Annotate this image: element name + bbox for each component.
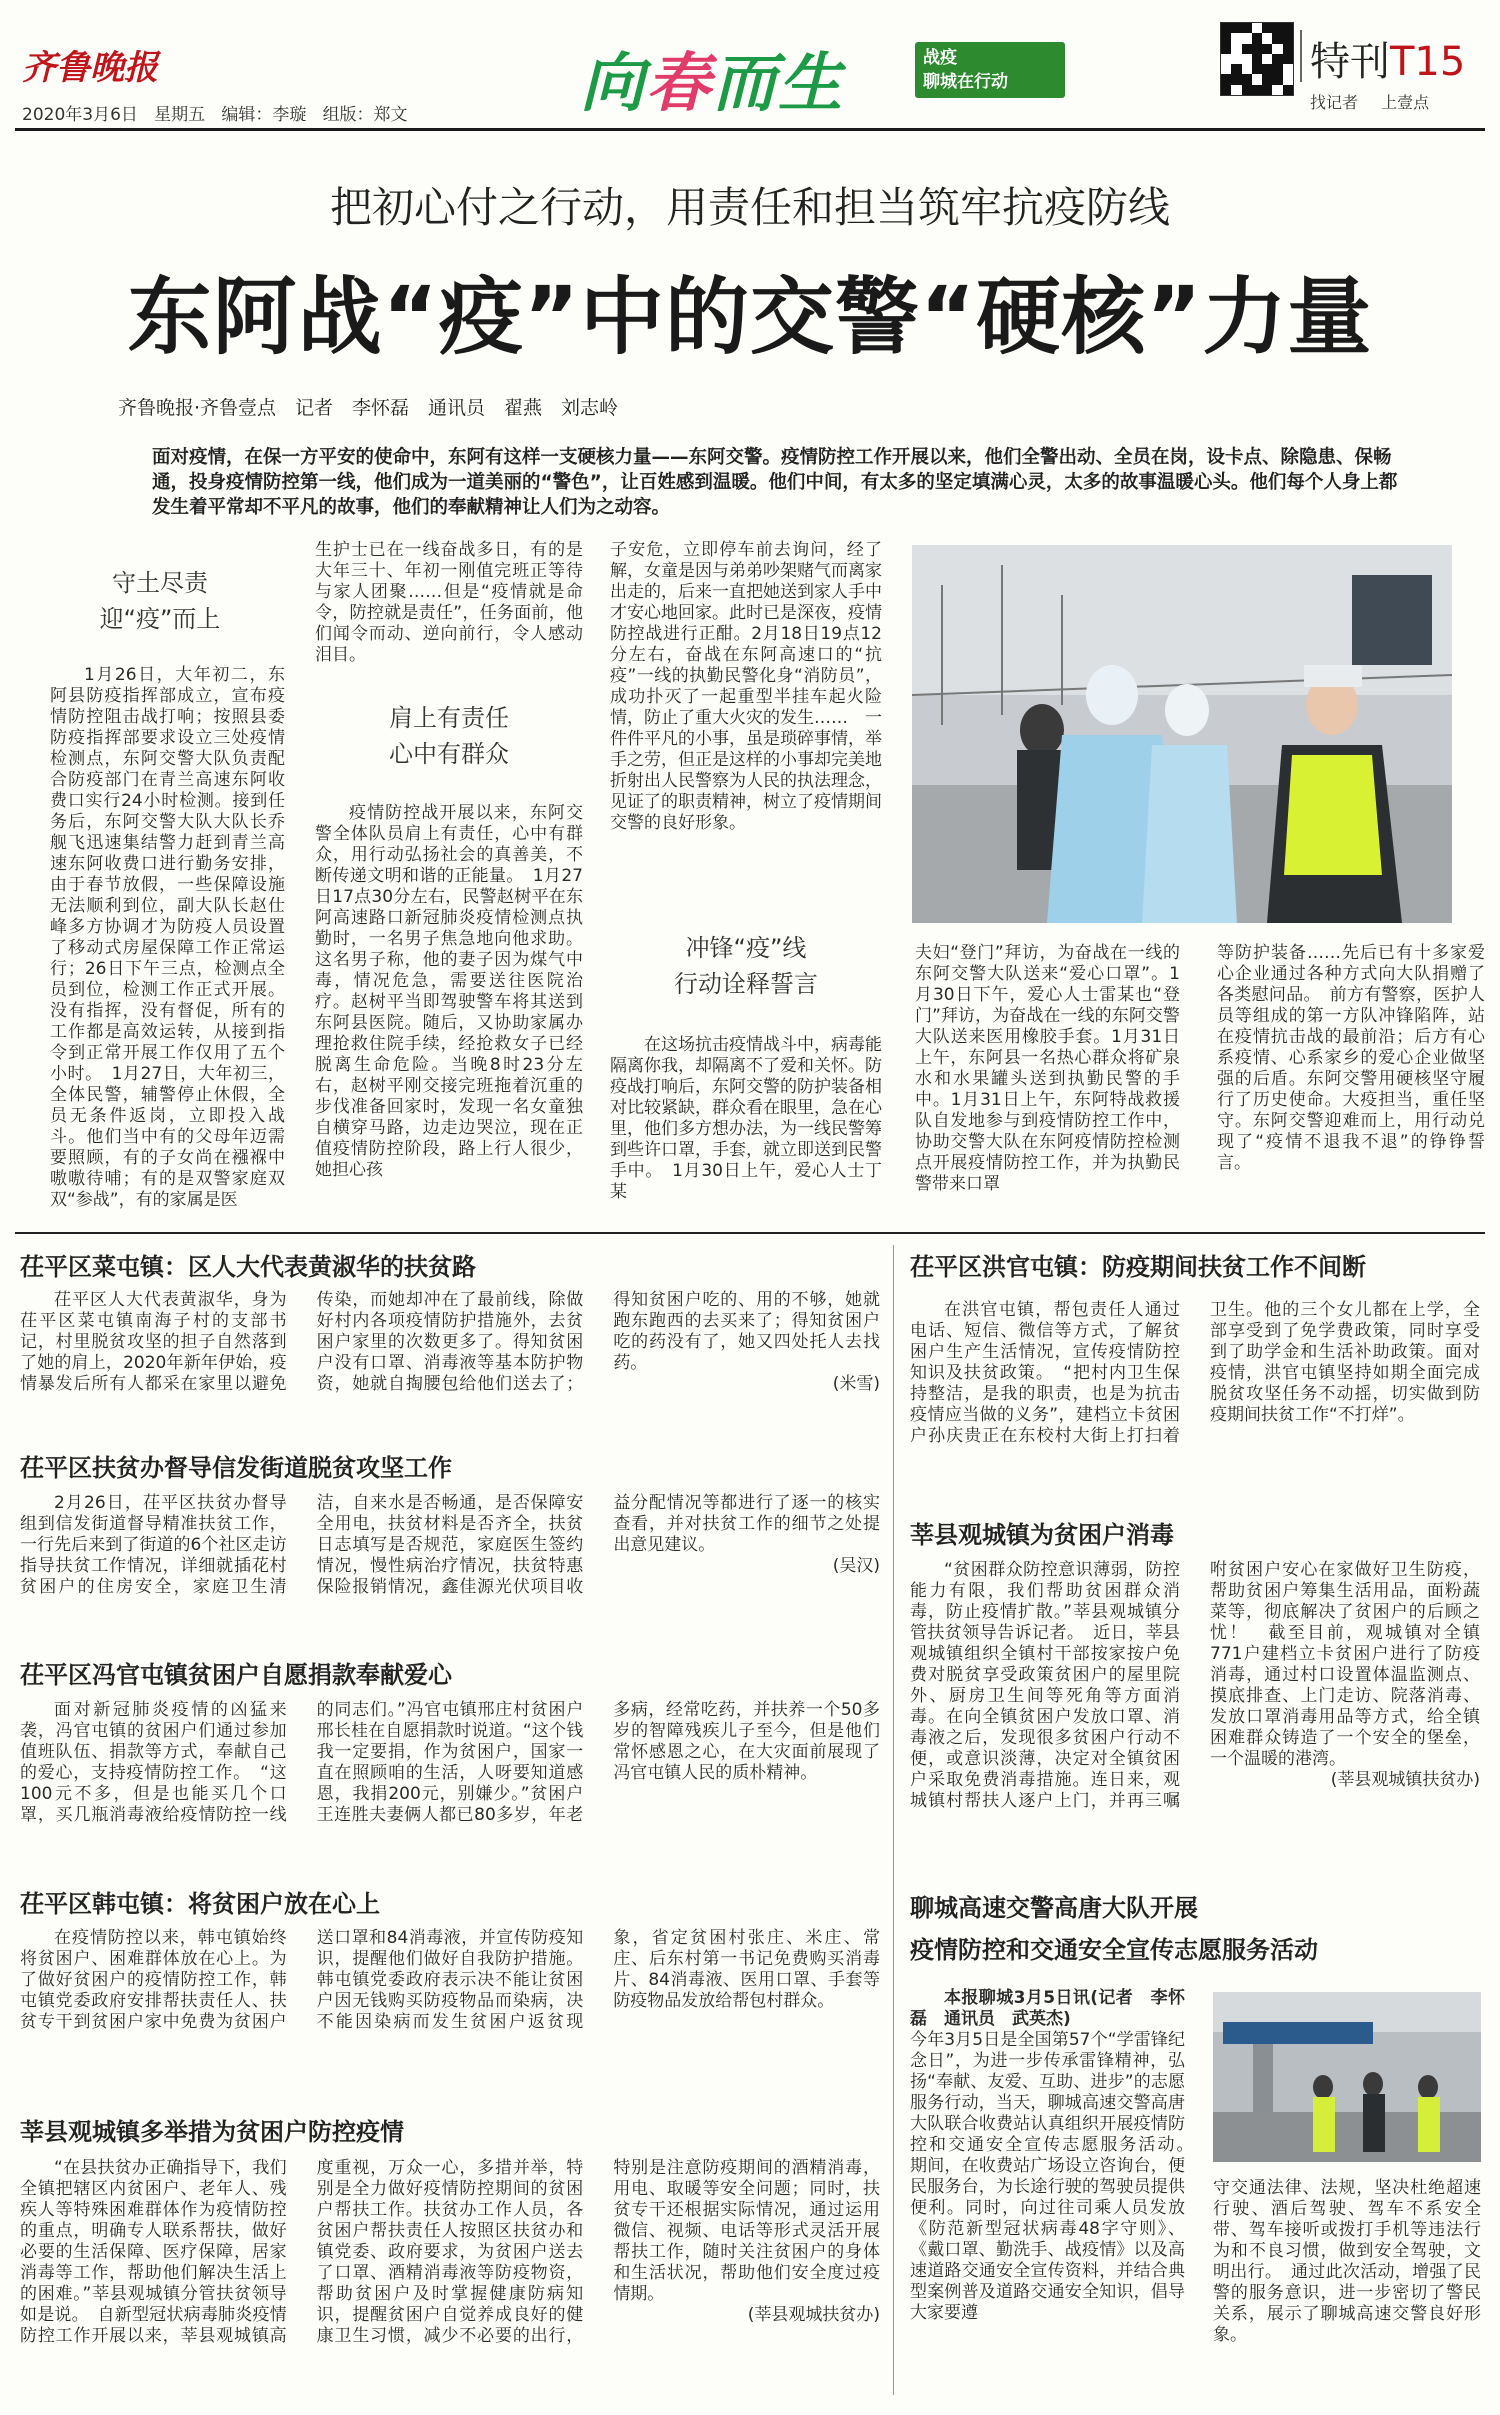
section-banner [580, 26, 1080, 121]
special-text: 特刊 [1310, 39, 1390, 85]
qr-cell [1221, 64, 1231, 74]
qr-cell [1252, 74, 1262, 84]
issue-date: 2020年3月6日 [22, 105, 138, 125]
brief-1-body [20, 1290, 880, 1405]
section-heading-2 [315, 700, 583, 772]
brief-1-text: 茌平区人大代表黄淑华，身为茌平区菜屯镇南海子村的支部书记，村里脱贫攻坚的担子自然落到了她的肩上，2020年新年伊始，疫情暴发后所有人都采在家里以避免传染，而她却冲在了最前线，除做好村内各项疫情防护措施外，去贫困户家里的次数更多了。得知贫困户没有口罩、消毒液等基本防护物资，她就自掏腰包给他们送去了；得知贫困户吃的、用的不够，她就跑东跑西的去买来了；得知贫困户吃的药没有了，她又四处托人去找药。 [20, 1290, 880, 1394]
qr-cell [1262, 44, 1272, 54]
article-title: 东阿战“疫”中的交警“硬核”力量 [127, 268, 1373, 366]
brief-7-title: 莘县观城镇为贫困户消毒 [910, 1521, 1174, 1549]
article-byline: 齐鲁晚报·齐鲁壹点 记者 李怀磊 通讯员 翟燕 刘志岭 [118, 397, 619, 419]
qr-cell [1272, 85, 1282, 95]
banner-subtitle [915, 42, 1065, 98]
top-rule [15, 128, 1485, 131]
qr-cell [1252, 23, 1262, 33]
qr-cell [1242, 33, 1252, 43]
qr-cell [1242, 85, 1252, 95]
column-divider [893, 1245, 894, 2395]
brief-8-body-a [910, 1988, 1202, 2393]
special-label [1310, 30, 1465, 87]
banner-sub-line-1: 战疫 [923, 48, 957, 68]
section-heading-1a: 守土尽责 [112, 569, 208, 597]
story-column-3b [610, 1035, 882, 1207]
section-heading-1b: 迎“疫”而上 [99, 605, 221, 633]
qr-cell [1262, 85, 1272, 95]
masthead-divider [1300, 30, 1302, 82]
qr-cell [1252, 54, 1262, 64]
reporter-line [1310, 90, 1429, 113]
banner-char-1: 向 [580, 46, 646, 121]
qr-cell [1283, 64, 1293, 74]
qr-cell [1283, 44, 1293, 54]
story-col4-text: 夫妇“登门”拜访，为奋战在一线的东阿交警大队送来“爱心口罩”。1月30日下午，爱心人士雷某也“登门”拜访，为奋战在一线的东阿交警大队送来医用橡胶手套。1月31日上午，东阿县一名热心群众将矿泉水和水果罐头送到执勤民警的手中。1月31日上午，东阿特战救援队自发地参与到疫情防控工作中，协助交警大队在东阿疫情防控检测点开展疫情防控工作，并为执勤民警带来口罩 [915, 943, 1180, 1194]
qr-cell [1242, 74, 1252, 84]
qr-cell [1221, 23, 1231, 33]
qr-cell [1272, 23, 1282, 33]
qr-cell [1221, 44, 1231, 54]
brief-8-lead: 本报聊城3月5日讯(记者 李怀磊 通讯员 武英杰) [910, 1988, 1185, 2029]
traffic-police-photo [912, 545, 1452, 923]
qr-cell [1252, 44, 1262, 54]
qr-cell [1231, 74, 1241, 84]
brief-2-signature: (吴汉) [832, 1556, 880, 1576]
story-column-4 [915, 943, 1180, 1208]
brief-3-text: 面对新冠肺炎疫情的凶猛来袭，冯官屯镇的贫困户们通过参加值班队伍、捐款等方式，奉献自己的爱心，支持疫情防控工作。 “这100元不多，但是也能买几个口罩，买几瓶消毒液给疫情防控一线的同志们。”冯官屯镇邢庄村贫困户邢长桂在自愿捐款时说道。“这个钱我一定要捐，作为贫困户，国家一直在照顾咱的生活，人呀要知道感恩，我捐200元，别嫌少。”贫困户王连胜夫妻俩人都已80多岁，年老多病，经常吃药，并扶养一个50多岁的智障残疾儿子至今，但是他们常怀感恩之心，在大灾面前展现了冯官屯镇人民的质朴精神。 [20, 1700, 880, 1825]
brief-1-title: 茌平区菜屯镇：区人大代表黄淑华的扶贫路 [20, 1253, 476, 1281]
brief-6-text: 在洪官屯镇，帮包责任人通过电话、短信、微信等方式，了解贫困户生产生活情况，宣传疫情防控知识及扶贫政策。 “把村内卫生保持整洁，是我的职责，也是为抗击疫情应当做的义务”，建档立卡贫困户孙庆贵正在东校村大街上打扫着卫生。他的三个女儿都在上学，全部享受到了免学费政策，同时享受到了助学金和生活补助政策。面对疫情，洪官屯镇坚持如期全面完成脱贫攻坚任务不动摇，切实做到防疫期间扶贫工作“不打烊”。 [910, 1300, 1480, 1446]
qr-cell [1231, 44, 1241, 54]
issue-editor: 编辑：李璇 [221, 105, 307, 125]
qr-cell [1231, 54, 1241, 64]
brief-5-title: 莘县观城镇多举措为贫困户防控疫情 [20, 2118, 404, 2146]
qr-cell [1221, 54, 1231, 64]
issue-meta [22, 100, 408, 125]
qr-cell [1221, 33, 1231, 43]
banner-title [580, 32, 844, 124]
brief-4-title: 茌平区韩屯镇：将贫困户放在心上 [20, 1890, 380, 1918]
section-heading-2a: 肩上有责任 [389, 704, 509, 732]
qr-cell [1242, 44, 1252, 54]
story-col5-text: 等防护装备……先后已有十多家爱心企业通过各种方式向大队捐赠了各类慰问品。 前方有警察，医护人员等组成的第一方队冲锋陷阵，站在疫情抗击战的最前沿；后方有心系疫情、心系家乡的爱心企业做坚强的后盾。东阿交警用硬核坚守履行了历史使命。大疫担当，重任坚守。东阿交警迎难而上，用行动兑现了“疫情不退我不退”的铮铮誓言。 [1217, 943, 1485, 1173]
page-number: T15 [1390, 39, 1466, 85]
qr-cell [1242, 54, 1252, 64]
brief-5-text: “在县扶贫办正确指导下，我们全镇把辖区内贫困户、老年人、残疾人等特殊困难群体作为疫情防控的重点，明确专人联系帮扶，做好必要的生活保障、医疗保障，居家消毒等工作，帮助他们解决生活上的困难。”莘县观城镇分管扶贫领导如是说。 自新型冠状病毒肺炎疫情防控工作开展以来，莘县观城镇高度重视，万众一心，多措并举，特别是全力做好疫情防控期间的贫困户帮扶工作。扶贫办工作人员，各贫困户帮扶责任人按照区扶贫办和镇党委、政府要求，为贫困户送去了口罩、酒精消毒液等防疫物资，帮助贫困户及时掌握健康防病知识，提醒贫困户自觉养成良好的健康卫生习惯，减少不必要的出行，特别是注意防疫期间的酒精消毒，用电、取暖等安全问题；同时，扶贫专干还根据实际情况，通过运用微信、视频、电话等形式灵活开展帮扶工作，随时关注贫困户的身体和生活状况，帮助他们安全度过疫情期。 [20, 2158, 880, 2346]
story-column-3a [610, 540, 882, 920]
banner-sub-line-2: 聊城在行动 [923, 72, 1008, 92]
brief-3-title: 茌平区冯官屯镇贫困户自愿捐款奉献爱心 [20, 1661, 452, 1689]
brief-5-body [20, 2158, 880, 2398]
story-col3a-text: 子安危，立即停车前去询问，经了解，女童是因与弟弟吵架赌气而离家出走的，后来一直把她送到家人手中才安心地回家。此时已是深夜，疫情防控战进行正酣。2月18日19点12分左右，奋战在东阿高速口的“抗疫”一线的执勤民警化身“消防员”，成功扑灭了一起重型半挂车起火险情，防止了重大火灾的发生…… 一件件平凡的小事，虽是琐碎事情，举手之劳，但正是这样的小事却完美地折射出人民警察为人民的执法理念，见证了的职责精神，树立了疫情期间交警的良好形象。 [610, 540, 882, 833]
story-col1-text: 1月26日，大年初二，东阿县防疫指挥部成立，宣布疫情防控阻击战打响；按照县委防疫指挥部要求设立三处疫情检测点，东阿交警大队负责配合防疫部门在青兰高速东阿收费口实行24小时检测。接到任务后，东阿交警大队大队长乔舰飞迅速集结警力赶到青兰高速东阿收费口进行勤务安排，由于春节放假，一些保障设施无法顺利到位，副大队长赵仕峰多方协调才为防疫人员设置了移动式房屋保障工作正常运行；26日下午三点，检测点全员到位，检测工作正式开展。没有指挥，没有督促，所有的工作都是高效运转，从接到指令到正常开展工作仅用了五个小时。 1月27日，大年初三，全体民警，辅警停止休假，全员无条件返岗，立即投入战斗。他们当中有的父母年迈需要照顾，有的子女尚在襁褓中嗷嗷待哺；有的是双警家庭双双“参战”，有的家属是医 [50, 665, 285, 1210]
qr-cell [1262, 64, 1272, 74]
brief-4-text: 在疫情防控以来，韩屯镇始终将贫困户、困难群体放在心上。为了做好贫困户的疫情防控工作，韩屯镇党委政府安排帮扶责任人、扶贫专干到贫困户家中免费为贫困户送口罩和84消毒液，并宣传防疫知识，提醒他们做好自我防护措施。韩屯镇党委政府表示决不能让贫困户因无钱购买防疫物品而染病，决不能因染病而发生贫困户返贫现象，省定贫困村张庄、米庄、常庄、后东村第一书记免费购买消毒片、84消毒液、医用口罩、手套等防疫物品发放给帮包村群众。 [20, 1928, 880, 2032]
brief-8-body-b [1213, 2178, 1481, 2393]
brief-8-title-2: 疫情防控和交通安全宣传志愿服务活动 [910, 1936, 1318, 1964]
qr-cell [1242, 64, 1252, 74]
qr-cell [1283, 33, 1293, 43]
qr-cell [1242, 23, 1252, 33]
qr-cell [1272, 44, 1282, 54]
story-column-2a [315, 540, 583, 685]
section-heading-3b: 行动诠释誓言 [674, 970, 818, 998]
qr-cell [1231, 23, 1241, 33]
qr-cell [1262, 54, 1272, 64]
brief-5-signature: (莘县观城扶贫办) [747, 2305, 880, 2325]
qr-cell [1231, 64, 1241, 74]
section-heading-3a: 冲锋“疫”线 [685, 934, 807, 962]
section-heading-3 [610, 930, 882, 1002]
app-tag: 上壹点 [1381, 93, 1430, 112]
toll-station-photo [1213, 1992, 1481, 2162]
qr-cell [1283, 23, 1293, 33]
story-column-1 [50, 665, 285, 1210]
section-heading-2b: 心中有群众 [389, 740, 509, 768]
qr-cell [1283, 74, 1293, 84]
article-subtitle: 把初心付之行动，用责任和担当筑牢抗疫防线 [329, 183, 1170, 232]
qr-cell [1283, 85, 1293, 95]
qr-cell [1221, 85, 1231, 95]
article-lead: 面对疫情，在保一方平安的使命中，东阿有这样一支硬核力量——东阿交警。疫情防控工作开展以来，他们全警出动、全员在岗，设卡点、除隐患、保畅通，投身疫情防控第一线，他们成为一道美丽的“警色”，让百姓感到温暖。他们中间，有太多的坚定填满心灵，太多的故事温暖心头。他们每个人身上都发生着平常却不平凡的故事，他们的奉献精神让人们为之动容。 [152, 447, 1398, 518]
brief-8-title-1: 聊城高速交警高唐大队开展 [910, 1894, 1198, 1922]
story-column-2b [315, 803, 583, 1206]
brief-7-body [910, 1560, 1480, 1820]
qr-cell [1252, 33, 1262, 43]
brief-8-text-b: 守交通法律、法规，坚决杜绝超速行驶、酒后驾驶、驾车不系安全带、驾车接听或拨打手机等违法行为和不良习惯，做到安全驾驶，文明出行。 通过此次活动，增强了民警的服务意识，进一步密切了警民关系，展示了聊城高速交警良好形象。 [1213, 2178, 1481, 2345]
story-column-5 [1217, 943, 1485, 1208]
qr-code-icon[interactable] [1220, 22, 1294, 96]
qr-cell [1272, 74, 1282, 84]
brief-2-title: 茌平区扶贫办督导信发街道脱贫攻坚工作 [20, 1454, 452, 1482]
qr-cell [1231, 85, 1241, 95]
qr-cell [1262, 23, 1272, 33]
issue-weekday: 星期五 [154, 105, 206, 125]
qr-cell [1231, 33, 1241, 43]
story-col3b-text: 在这场抗击疫情战斗中，病毒能隔离你我，却隔离不了爱和关怀。防疫战打响后，东阿交警的防护装备相对比较紧缺，群众看在眼里，急在心里，他们多方想办法，为一线民警筹到些许口罩，手套，就立即送到民警手中。 1月30日上午，爱心人士丁某 [610, 1035, 882, 1202]
brief-3-body [20, 1700, 880, 1855]
section-rule [15, 1232, 1485, 1234]
brief-6-body [910, 1300, 1480, 1460]
brief-1-signature: (米雪) [832, 1374, 880, 1394]
banner-char-3: 而生 [712, 46, 844, 121]
paper-logo: 齐鲁晚报 [22, 48, 158, 88]
qr-cell [1272, 33, 1282, 43]
qr-cell [1252, 85, 1262, 95]
brief-7-signature: (莘县观城镇扶贫办) [1330, 1770, 1480, 1790]
traffic-police-illustration [912, 545, 1452, 923]
qr-cell [1252, 64, 1262, 74]
section-heading-1 [30, 565, 290, 637]
qr-cell [1283, 54, 1293, 64]
story-col2b-text: 疫情防控战开展以来，东阿交警全体队员肩上有责任，心中有群众，用行动弘扬社会的真善美，不断传递文明和谐的正能量。 1月27日17点30分左右，民警赵树平在东阿高速路口新冠肺炎疫情检测点执勤时，一名男子焦急地向他求助。这名男子称，他的妻子因为煤气中毒，情况危急，需要送往医院治疗。赵树平当即驾驶警车将其送到东阿县医院。随后，又协助家属办理抢救住院手续，经抢救女子已经脱离生命危险。当晚8时23分左右，赵树平刚交接完班拖着沉重的步伐准备回家时，发现一名女童独自横穿马路，边走边哭泣，现在正值疫情防控阶段，路上行人很少，她担心孩 [315, 803, 583, 1180]
qr-cell [1221, 74, 1231, 84]
reporter-tag: 找记者 [1310, 93, 1359, 112]
brief-6-title: 茌平区洪官屯镇：防疫期间扶贫工作不间断 [910, 1253, 1366, 1281]
issue-layout: 组版：郑文 [322, 105, 408, 125]
qr-cell [1262, 33, 1272, 43]
brief-7-text: “贫困群众防控意识薄弱，防控能力有限，我们帮助贫困群众消毒，防止疫情扩散。”莘县观城镇分管扶贫领导告诉记者。 近日，莘县观城镇组织全镇村干部按家按户免费对脱贫享受政策贫困户的屋里院外、厨房卫生间等死角等方面消毒。在向全镇贫困户发放口罩、消毒液之后，发现很多贫困户行动不便，或意识淡薄，决定对全镇贫困户采取免费消毒措施。连日来，观城镇村帮扶人逐户上门，并再三嘱咐贫困户安心在家做好卫生防疫，帮助贫困户筹集生活用品，面粉蔬菜等，彻底解决了贫困户的后顾之忧！ 截至目前，观城镇对全镇771户建档立卡贫困户进行了防疫消毒，通过村口设置体温监测点、摸底排查、上门走访、院落消毒、发放口罩消毒用品等方式，给全镇困难群众铸造了一个安全的堡垒，一个温暖的港湾。 [910, 1560, 1480, 1811]
qr-cell [1272, 54, 1282, 64]
brief-2-text: 2月26日，茌平区扶贫办督导组到信发街道督导精准扶贫工作，一行先后来到了街道的6个社区走访指导扶贫工作情况，详细就插花村贫困户的住房安全，家庭卫生清洁，自来水是否畅通，是否保障安全用电，扶贫材料是否齐全，扶贫日志填写是否规范，家庭医生签约情况，慢性病治疗情况，扶贫特惠保险报销情况，鑫佳源光伏项目收益分配情况等都进行了逐一的核实查看，并对扶贫工作的细节之处提出意见建议。 [20, 1493, 880, 1597]
qr-cell [1272, 64, 1282, 74]
brief-4-body [20, 1928, 880, 2058]
brief-2-body [20, 1493, 880, 1613]
banner-char-2: 春 [646, 46, 712, 121]
qr-cell [1262, 74, 1272, 84]
toll-station-illustration [1213, 1992, 1481, 2162]
story-col2a-text: 生护士已在一线奋战多日，有的是大年三十、年初一刚值完班正等待与家人团聚……但是“疫情就是命令，防控就是责任”，任务面前，他们闻令而动、逆向前行，令人感动泪目。 [315, 540, 583, 665]
brief-8-text-a: 今年3月5日是全国第57个“学雷锋纪念日”，为进一步传承雷锋精神，弘扬“奉献、友爱、互助、进步”的志愿服务行动，当天，聊城高速交警高唐大队联合收费站认真组织开展疫情防控和交通安全宣传志愿服务活动。 期间，在收费站广场设立咨询台，便民服务台，为长途行驶的驾驶员提供便利。同时，向过往司乘人员发放《防范新型冠状病毒48字守则》、《戴口罩、勤洗手、战疫情》以及高速道路交通安全宣传资料，并结合典型案例普及道路交通安全知识，倡导大家要遵 [910, 2030, 1202, 2323]
